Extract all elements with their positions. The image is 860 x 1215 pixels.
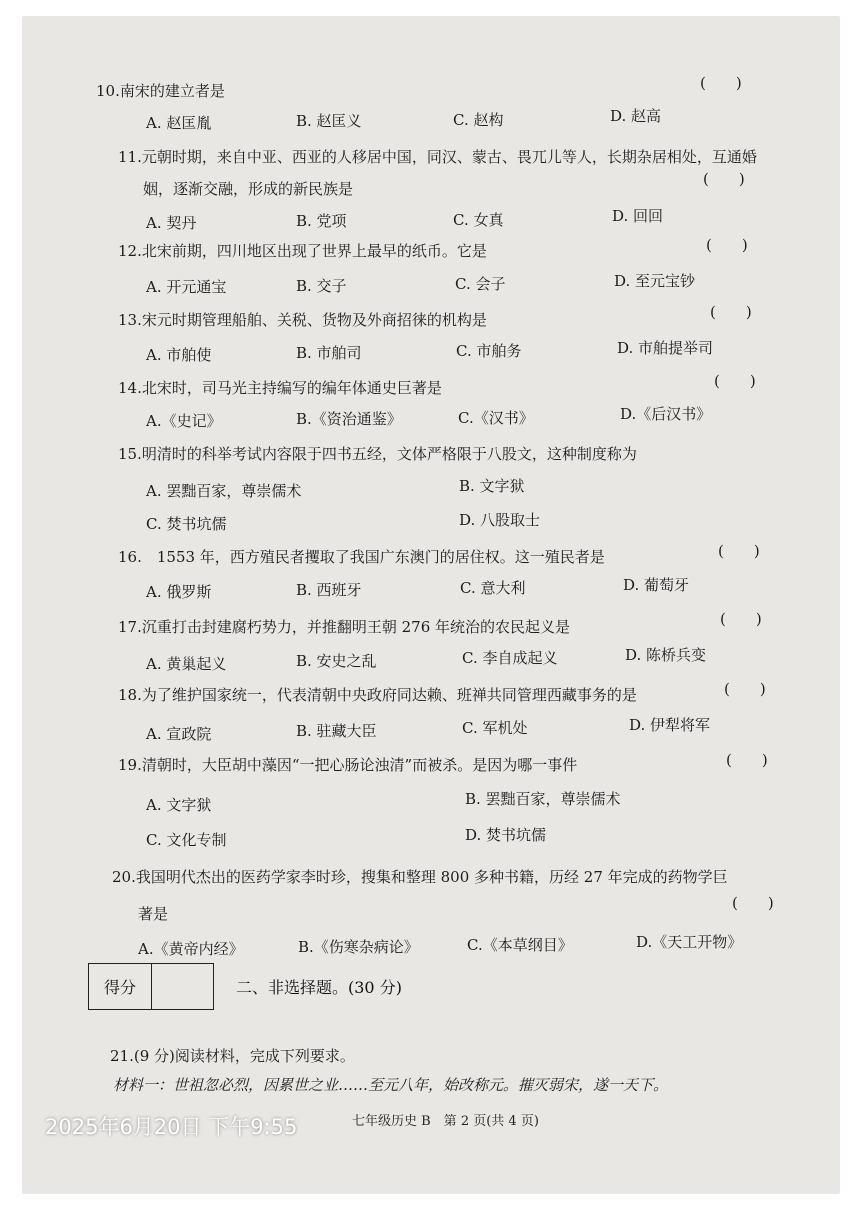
q12-option-b: B. 交子 [296,277,347,295]
answer-paren-20: ( ) [732,894,774,912]
q15-option-a: A. 罢黜百家，尊崇儒术 [146,482,302,500]
q11-option-d: D. 回回 [612,207,664,225]
q18-option-d: D. 伊犁将军 [629,716,711,734]
question-16-stem: 16. 1553 年，西方殖民者攫取了我国广东澳门的居住权。这一殖民者是 [118,548,605,566]
q16-option-c: C. 意大利 [460,579,526,597]
question-17-stem: 17.沉重打击封建腐朽势力，并推翻明王朝 276 年统治的农民起义是 [118,618,571,636]
answer-paren-19: ( ) [726,751,768,769]
q19-option-a: A. 文字狱 [146,796,212,814]
question-15-stem: 15.明清时的科举考试内容限于四书五经，文体严格限于八股文，这种制度称为 [118,445,637,463]
q19-option-c: C. 文化专制 [146,831,227,849]
q14-option-a: A.《史记》 [146,412,222,430]
q13-option-b: B. 市舶司 [296,344,362,362]
q10-option-c: C. 赵构 [453,111,504,129]
question-20-stem-cont: 著是 [138,905,169,923]
q18-option-b: B. 驻藏大臣 [296,722,377,740]
q15-option-c: C. 焚书坑儒 [146,515,227,533]
q10-option-d: D. 赵高 [610,107,662,125]
q12-option-d: D. 至元宝钞 [614,272,696,290]
question-10-stem: 10.南宋的建立者是 [96,82,225,100]
q17-option-a: A. 黄巢起义 [146,655,227,673]
q11-option-a: A. 契丹 [146,214,197,232]
q11-option-b: B. 党项 [296,212,347,230]
question-11-stem-cont: 姻，逐渐交融，形成的新民族是 [143,180,354,198]
photo-timestamp: 2025年6月20日 下午9:55 [45,1115,298,1139]
q10-option-b: B. 赵匡义 [296,112,362,130]
q14-option-c: C.《汉书》 [458,409,534,427]
question-12-stem: 12.北宋前期，四川地区出现了世界上最早的纸币。它是 [118,242,487,260]
question-14-stem: 14.北宋时，司马光主持编写的编年体通史巨著是 [118,379,442,397]
answer-paren-14: ( ) [714,372,756,390]
material-1: 材料一：世祖忽必烈，因累世之业……至元八年，始改称元。摧灭弱宋，遂一天下。 [113,1076,669,1094]
q12-option-a: A. 开元通宝 [146,278,227,296]
answer-paren-10: ( ) [700,74,742,92]
q13-option-d: D. 市舶提举司 [617,339,714,357]
q11-option-c: C. 女真 [453,211,504,229]
question-13-stem: 13.宋元时期管理船舶、关税、货物及外商招徕的机构是 [118,311,487,329]
answer-paren-12: ( ) [706,236,748,254]
answer-paren-16: ( ) [718,542,760,560]
answer-paren-17: ( ) [720,610,762,628]
page-footer: 七年级历史 B 第 2 页(共 4 页) [352,1114,539,1129]
section-title: 二、非选择题。(30 分) [236,978,402,997]
q18-option-c: C. 军机处 [462,719,528,737]
q20-option-c: C.《本草纲目》 [467,936,573,954]
q14-option-d: D.《后汉书》 [620,405,712,423]
score-label: 得分 [89,964,152,1009]
q20-option-a: A.《黄帝内经》 [138,940,244,958]
answer-paren-13: ( ) [710,303,752,321]
score-box [88,963,214,1010]
q17-option-b: B. 安史之乱 [296,652,377,670]
q16-option-a: A. 俄罗斯 [146,583,212,601]
answer-paren-18: ( ) [724,680,766,698]
q12-option-c: C. 会子 [455,275,506,293]
q13-option-a: A. 市舶使 [146,346,212,364]
q17-option-c: C. 李自成起义 [462,649,558,667]
score-blank-cell [152,964,213,1009]
q14-option-b: B.《资治通鉴》 [296,410,402,428]
q10-option-a: A. 赵匡胤 [146,114,212,132]
q13-option-c: C. 市舶务 [456,342,522,360]
answer-paren-11: ( ) [703,170,745,188]
q19-option-d: D. 焚书坑儒 [465,826,547,844]
question-20-stem: 20.我国明代杰出的医药学家李时珍，搜集和整理 800 多种书籍，历经 27 年完成的药物学巨 [112,868,728,886]
q16-option-d: D. 葡萄牙 [623,576,690,594]
q17-option-d: D. 陈桥兵变 [625,646,707,664]
question-21-stem: 21.(9 分)阅读材料，完成下列要求。 [110,1047,355,1065]
q15-option-b: B. 文字狱 [459,477,525,495]
question-19-stem: 19.清朝时，大臣胡中藻因“一把心肠论浊清”而被杀。是因为哪一事件 [118,756,578,774]
q18-option-a: A. 宣政院 [146,725,212,743]
question-18-stem: 18.为了维护国家统一，代表清朝中央政府同达赖、班禅共同管理西藏事务的是 [118,686,637,704]
q20-option-b: B.《伤寒杂病论》 [298,938,419,956]
q19-option-b: B. 罢黜百家，尊崇儒术 [465,790,621,808]
q20-option-d: D.《天工开物》 [636,933,743,951]
question-11-stem: 11.元朝时期，来自中亚、西亚的人移居中国，同汉、蒙古、畏兀儿等人，长期杂居相处，互通婚 [118,148,757,166]
q15-option-d: D. 八股取士 [459,511,541,529]
q16-option-b: B. 西班牙 [296,581,362,599]
